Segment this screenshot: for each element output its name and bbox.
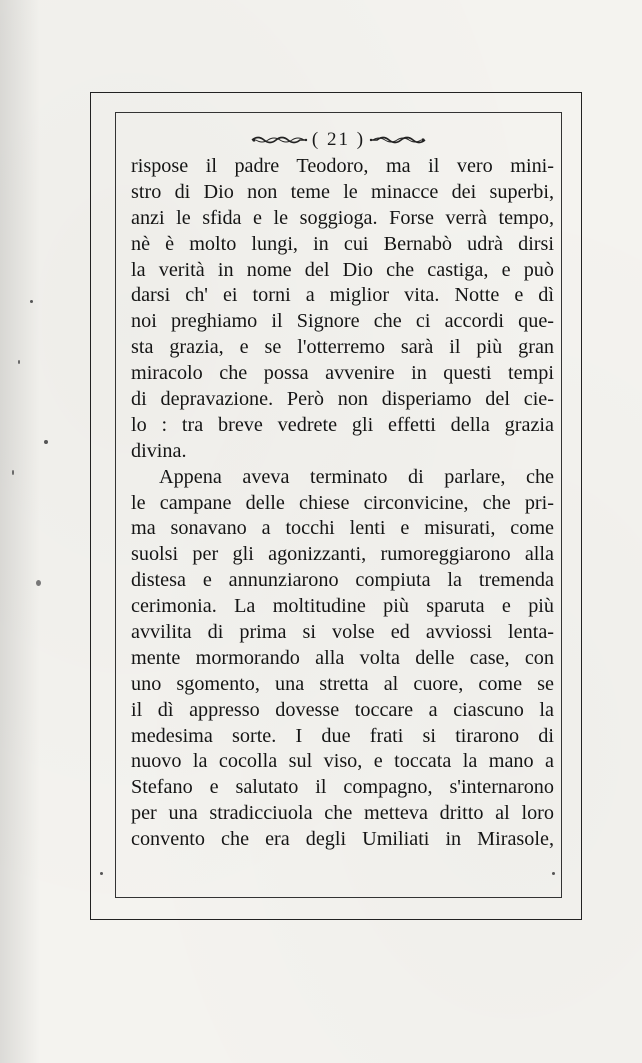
text-line: rispose il padre Teodoro, ma il vero mini-: [131, 155, 554, 177]
text-line: convento che era degli Umiliati in Mirasole,: [131, 828, 554, 851]
running-header: [115, 127, 562, 153]
text-line: nè è molto lungi, in cui Bernabò udrà dirsi: [131, 232, 554, 255]
text-line: distesa e annunziarono compiuta la tremenda: [131, 569, 554, 592]
spine-shadow: [0, 0, 40, 1063]
text-line: divina.: [131, 439, 187, 462]
paper-speck: [552, 872, 555, 875]
text-line: le campane delle chiese circonvicine, che pri-: [131, 491, 554, 514]
text-line: anzi le sfida e le soggioga. Forse verrà tempo,: [131, 206, 554, 229]
paper-speck: [12, 470, 14, 475]
text-line: di depravazione. Però non disperiamo del cie-: [131, 388, 554, 411]
text-line: avvilita di prima si volse ed avviossi lenta-: [131, 621, 554, 644]
paper-speck: [44, 440, 48, 444]
text-line: Appena aveva terminato di parlare, che: [159, 465, 554, 488]
text-line: medesima sorte. I due frati si tirarono di: [131, 724, 554, 747]
text-line: Stefano e salutato il compagno, s'internarono: [131, 776, 554, 799]
text-line: il dì appresso dovesse toccare a ciascuno la: [131, 698, 554, 721]
text-line: nuovo la cocolla sul viso, e toccata la mano a: [131, 750, 554, 773]
text-line: uno sgomento, una stretta al cuore, come se: [131, 672, 554, 695]
paper-speck: [36, 580, 41, 586]
text-line: cerimonia. La moltitudine più sparuta e più: [131, 595, 554, 618]
text-line: mente mormorando alla volta delle case, con: [131, 646, 554, 669]
paper-speck: [18, 360, 20, 364]
text-line: la verità in nome del Dio che castiga, e può: [131, 258, 554, 281]
text-line: per una stradicciuola che metteva dritto al loro: [131, 802, 554, 825]
text-line: stro di Dio non teme le minacce dei superbi,: [131, 180, 554, 203]
right-ornament-icon: [369, 133, 427, 147]
paper-speck: [100, 872, 103, 875]
text-line: suolsi per gli agonizzanti, rumoreggiarono alla: [131, 543, 554, 566]
body-text: [131, 154, 554, 853]
text-line: lo : tra breve vedrete gli effetti della grazia: [131, 413, 554, 436]
text-line: noi preghiamo il Signore che ci accordi que-: [131, 310, 554, 333]
page-number: ( 21 ): [311, 129, 366, 150]
paper-speck: [30, 300, 33, 303]
text-line: sta grazia, e se l'otterremo sarà il più gran: [131, 336, 554, 359]
text-line: ma sonavano a tocchi lenti e misurati, come: [131, 517, 554, 540]
text-line: miracolo che possa avvenire in questi tempi: [131, 362, 554, 385]
text-line: darsi ch' ei torni a miglior vita. Notte e dì: [131, 284, 554, 307]
left-ornament-icon: [250, 133, 308, 147]
